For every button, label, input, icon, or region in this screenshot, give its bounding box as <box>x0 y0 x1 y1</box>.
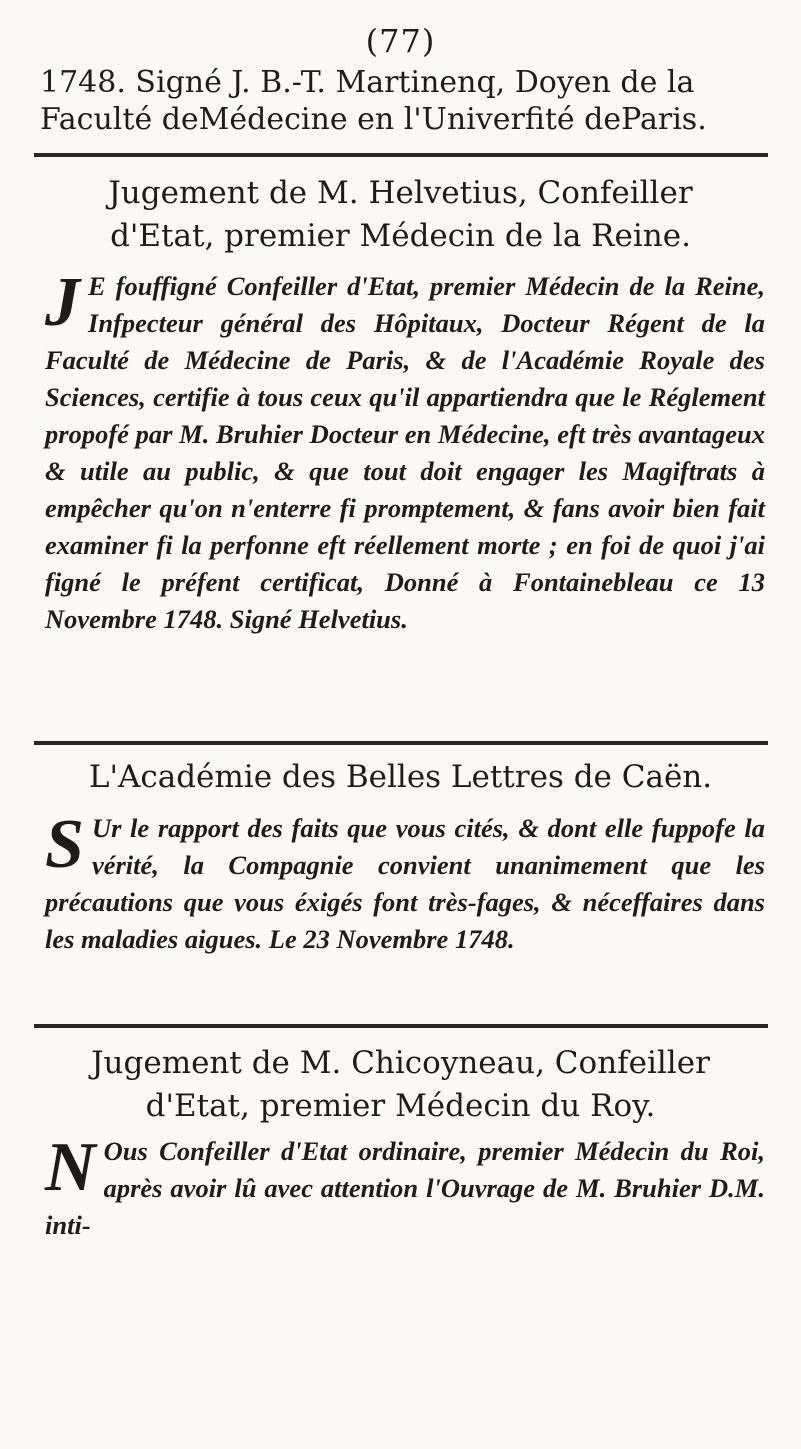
heading-line: d'Etat, premier Médecin du Roy. <box>145 1088 656 1124</box>
section-rule <box>34 741 768 745</box>
section-rule <box>34 153 768 157</box>
header-line-2: Faculté deMédecine en l'Univerfité deParis. <box>40 102 707 137</box>
body-text: Ous Confeiller d'Etat ordinaire, premier Médecin du Roi, après avoir lû avec attention l'Ouvrage de M. Bruhier D.M. inti- <box>45 1136 765 1240</box>
section-heading-chicoyneau <box>30 1042 771 1128</box>
header-line-1: 1748. Signé J. B.-T. Martinenq, Doyen de la <box>40 65 695 100</box>
drop-cap: N <box>45 1129 96 1206</box>
page-number: (77) <box>365 22 436 60</box>
body-text: Ur le rapport des faits que vous cités, & dont elle fuppofe la vérité, la Compagnie convient unanimement que les précautions que vous éxigés font très-fages, & néceffaires dans les maladies aigues. Le 23 Novembre 1748. <box>45 813 765 954</box>
section-body-helvetius <box>45 264 765 638</box>
section-heading-helvetius <box>30 172 771 258</box>
body-text: E fouffigné Confeiller d'Etat, premier Médecin de la Reine, Infpecteur général des Hôpitaux, Docteur Régent de la Faculté de Médecine de Paris, & de l'Académie Royale des Sciences, certifie à tous ceux qu'il appartiendra que le Réglement propofé par M. Bruhier Docteur en Médecine, eft très avantageux & utile au public, & que tout doit engager les Magiftrats à empêcher qu'on n'enterre fi promptement, & fans avoir bien fait examiner fi la perfonne eft réellement morte ; en foi de quoi j'ai figné le préfent certificat, Donné à Fontainebleau ce 13 Novembre 1748. Signé Helvetius. <box>45 271 765 634</box>
section-body-chicoyneau <box>45 1129 765 1244</box>
heading-line: Jugement de M. Chicoyneau, Confeiller <box>91 1045 710 1081</box>
section-rule <box>34 1024 768 1028</box>
heading-line: d'Etat, premier Médecin de la Reine. <box>110 218 691 254</box>
section-heading-academie <box>30 756 771 799</box>
section-body-academie <box>45 806 765 958</box>
drop-cap: J <box>45 264 80 341</box>
heading-line: Jugement de M. Helvetius, Confeiller <box>108 175 693 211</box>
heading-line: L'Académie des Belles Lettres de Caën. <box>88 759 713 795</box>
drop-cap: S <box>45 806 84 883</box>
